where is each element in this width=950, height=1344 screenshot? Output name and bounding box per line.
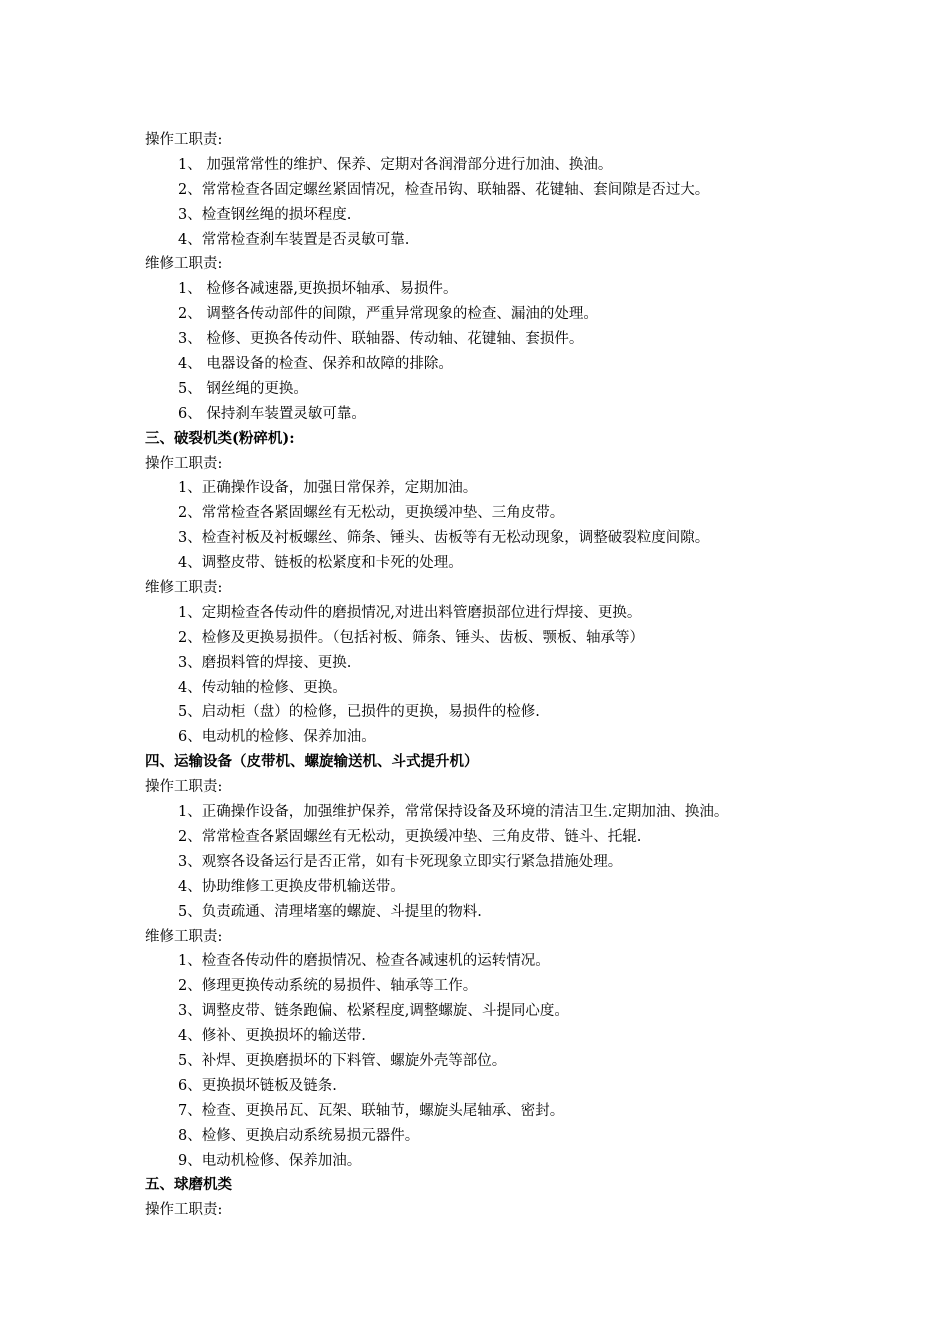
duty-item: 2、修理更换传动系统的易损件、轴承等工作。: [178, 978, 478, 995]
duty-item: 2、常常检查各固定螺丝紧固情况，检查吊钩、联轴器、花键轴、套间隙是否过大。: [178, 181, 710, 198]
duty-item: 2、常常检查各紧固螺丝有无松动，更换缓冲垫、三角皮带、链斗、托辊.: [178, 828, 642, 845]
duty-item: 4、常常检查刹车装置是否灵敏可靠.: [178, 231, 410, 248]
duty-item: 1、 加强常常性的维护、保养、定期对各润滑部分进行加油、换油。: [178, 156, 613, 173]
duty-item: 5、启动柜（盘）的检修，已损件的更换，易损件的检修.: [178, 704, 540, 721]
duty-item: 4、 电器设备的检查、保养和故障的排除。: [178, 356, 453, 373]
duty-item: 1、正确操作设备，加强维护保养，常常保持设备及环境的清洁卫生.定期加油、换油。: [178, 804, 729, 821]
duty-item: 4、修补、更换损坏的输送带.: [178, 1028, 366, 1045]
duty-item: 2、检修及更换易损件。（包括衬板、筛条、锤头、齿板、颚板、轴承等）: [178, 629, 644, 646]
role-label: 维修工职责:: [145, 928, 223, 945]
role-label: 操作工职责:: [145, 1202, 223, 1219]
duty-item: 3、检查衬板及衬板螺丝、筛条、锤头、齿板等有无松动现象，调整破裂粒度间隙。: [178, 530, 710, 547]
duty-item: 8、检修、更换启动系统易损元器件。: [178, 1127, 420, 1144]
duty-item: 1、 检修各减速器,更换损坏轴承、易损件。: [178, 281, 458, 298]
duty-item: 9、电动机检修、保养加油。: [178, 1152, 362, 1169]
duty-item: 6、电动机的检修、保养加油。: [178, 729, 376, 746]
section-heading: 三、破裂机类(粉碎机):: [145, 429, 295, 447]
role-label: 维修工职责:: [145, 256, 223, 273]
duty-item: 4、协助维修工更换皮带机输送带。: [178, 878, 405, 895]
document-body: [145, 128, 845, 1223]
duty-item: 6、 保持刹车装置灵敏可靠。: [178, 405, 366, 422]
duty-item: 3、 检修、更换各传动件、联轴器、传动轴、花键轴、套损件。: [178, 331, 584, 348]
duty-item: 4、传动轴的检修、更换。: [178, 679, 347, 696]
section-heading: 四、运输设备（皮带机、螺旋输送机、斗式提升机）: [145, 753, 479, 771]
duty-item: 5、补焊、更换磨损坏的下料管、螺旋外壳等部位。: [178, 1052, 507, 1069]
role-label: 操作工职责:: [145, 132, 223, 148]
duty-item: 1、定期检查各传动件的磨损情况,对进出料管磨损部位进行焊接、更换。: [178, 604, 642, 621]
duty-item: 3、磨损料管的焊接、更换.: [178, 654, 352, 671]
role-label: 维修工职责:: [145, 580, 223, 597]
duty-item: 3、检查钢丝绳的损坏程度.: [178, 206, 352, 223]
duty-item: 5、 钢丝绳的更换。: [178, 380, 308, 397]
section-heading: 五、球磨机类: [145, 1176, 232, 1194]
duty-item: 4、调整皮带、链板的松紧度和卡死的处理。: [178, 555, 463, 572]
duty-item: 2、常常检查各紧固螺丝有无松动，更换缓冲垫、三角皮带。: [178, 505, 565, 522]
duty-item: 7、检查、更换吊瓦、瓦架、联轴节，螺旋头尾轴承、密封。: [178, 1102, 565, 1119]
duty-item: 3、调整皮带、链条跑偏、松紧程度,调整螺旋、斗提同心度。: [178, 1003, 569, 1020]
duty-item: 2、 调整各传动部件的间隙，严重异常现象的检查、漏油的处理。: [178, 306, 598, 323]
role-label: 操作工职责:: [145, 455, 223, 472]
duty-item: 1、检查各传动件的磨损情况、检查各减速机的运转情况。: [178, 953, 550, 970]
role-label: 操作工职责:: [145, 779, 223, 796]
duty-item: 1、正确操作设备，加强日常保养，定期加油。: [178, 480, 478, 497]
duty-item: 5、负责疏通、清理堵塞的螺旋、斗提里的物料.: [178, 903, 482, 920]
duty-item: 6、更换损坏链板及链条.: [178, 1077, 337, 1094]
duty-item: 3、观察各设备运行是否正常，如有卡死现象立即实行紧急措施处理。: [178, 853, 623, 870]
